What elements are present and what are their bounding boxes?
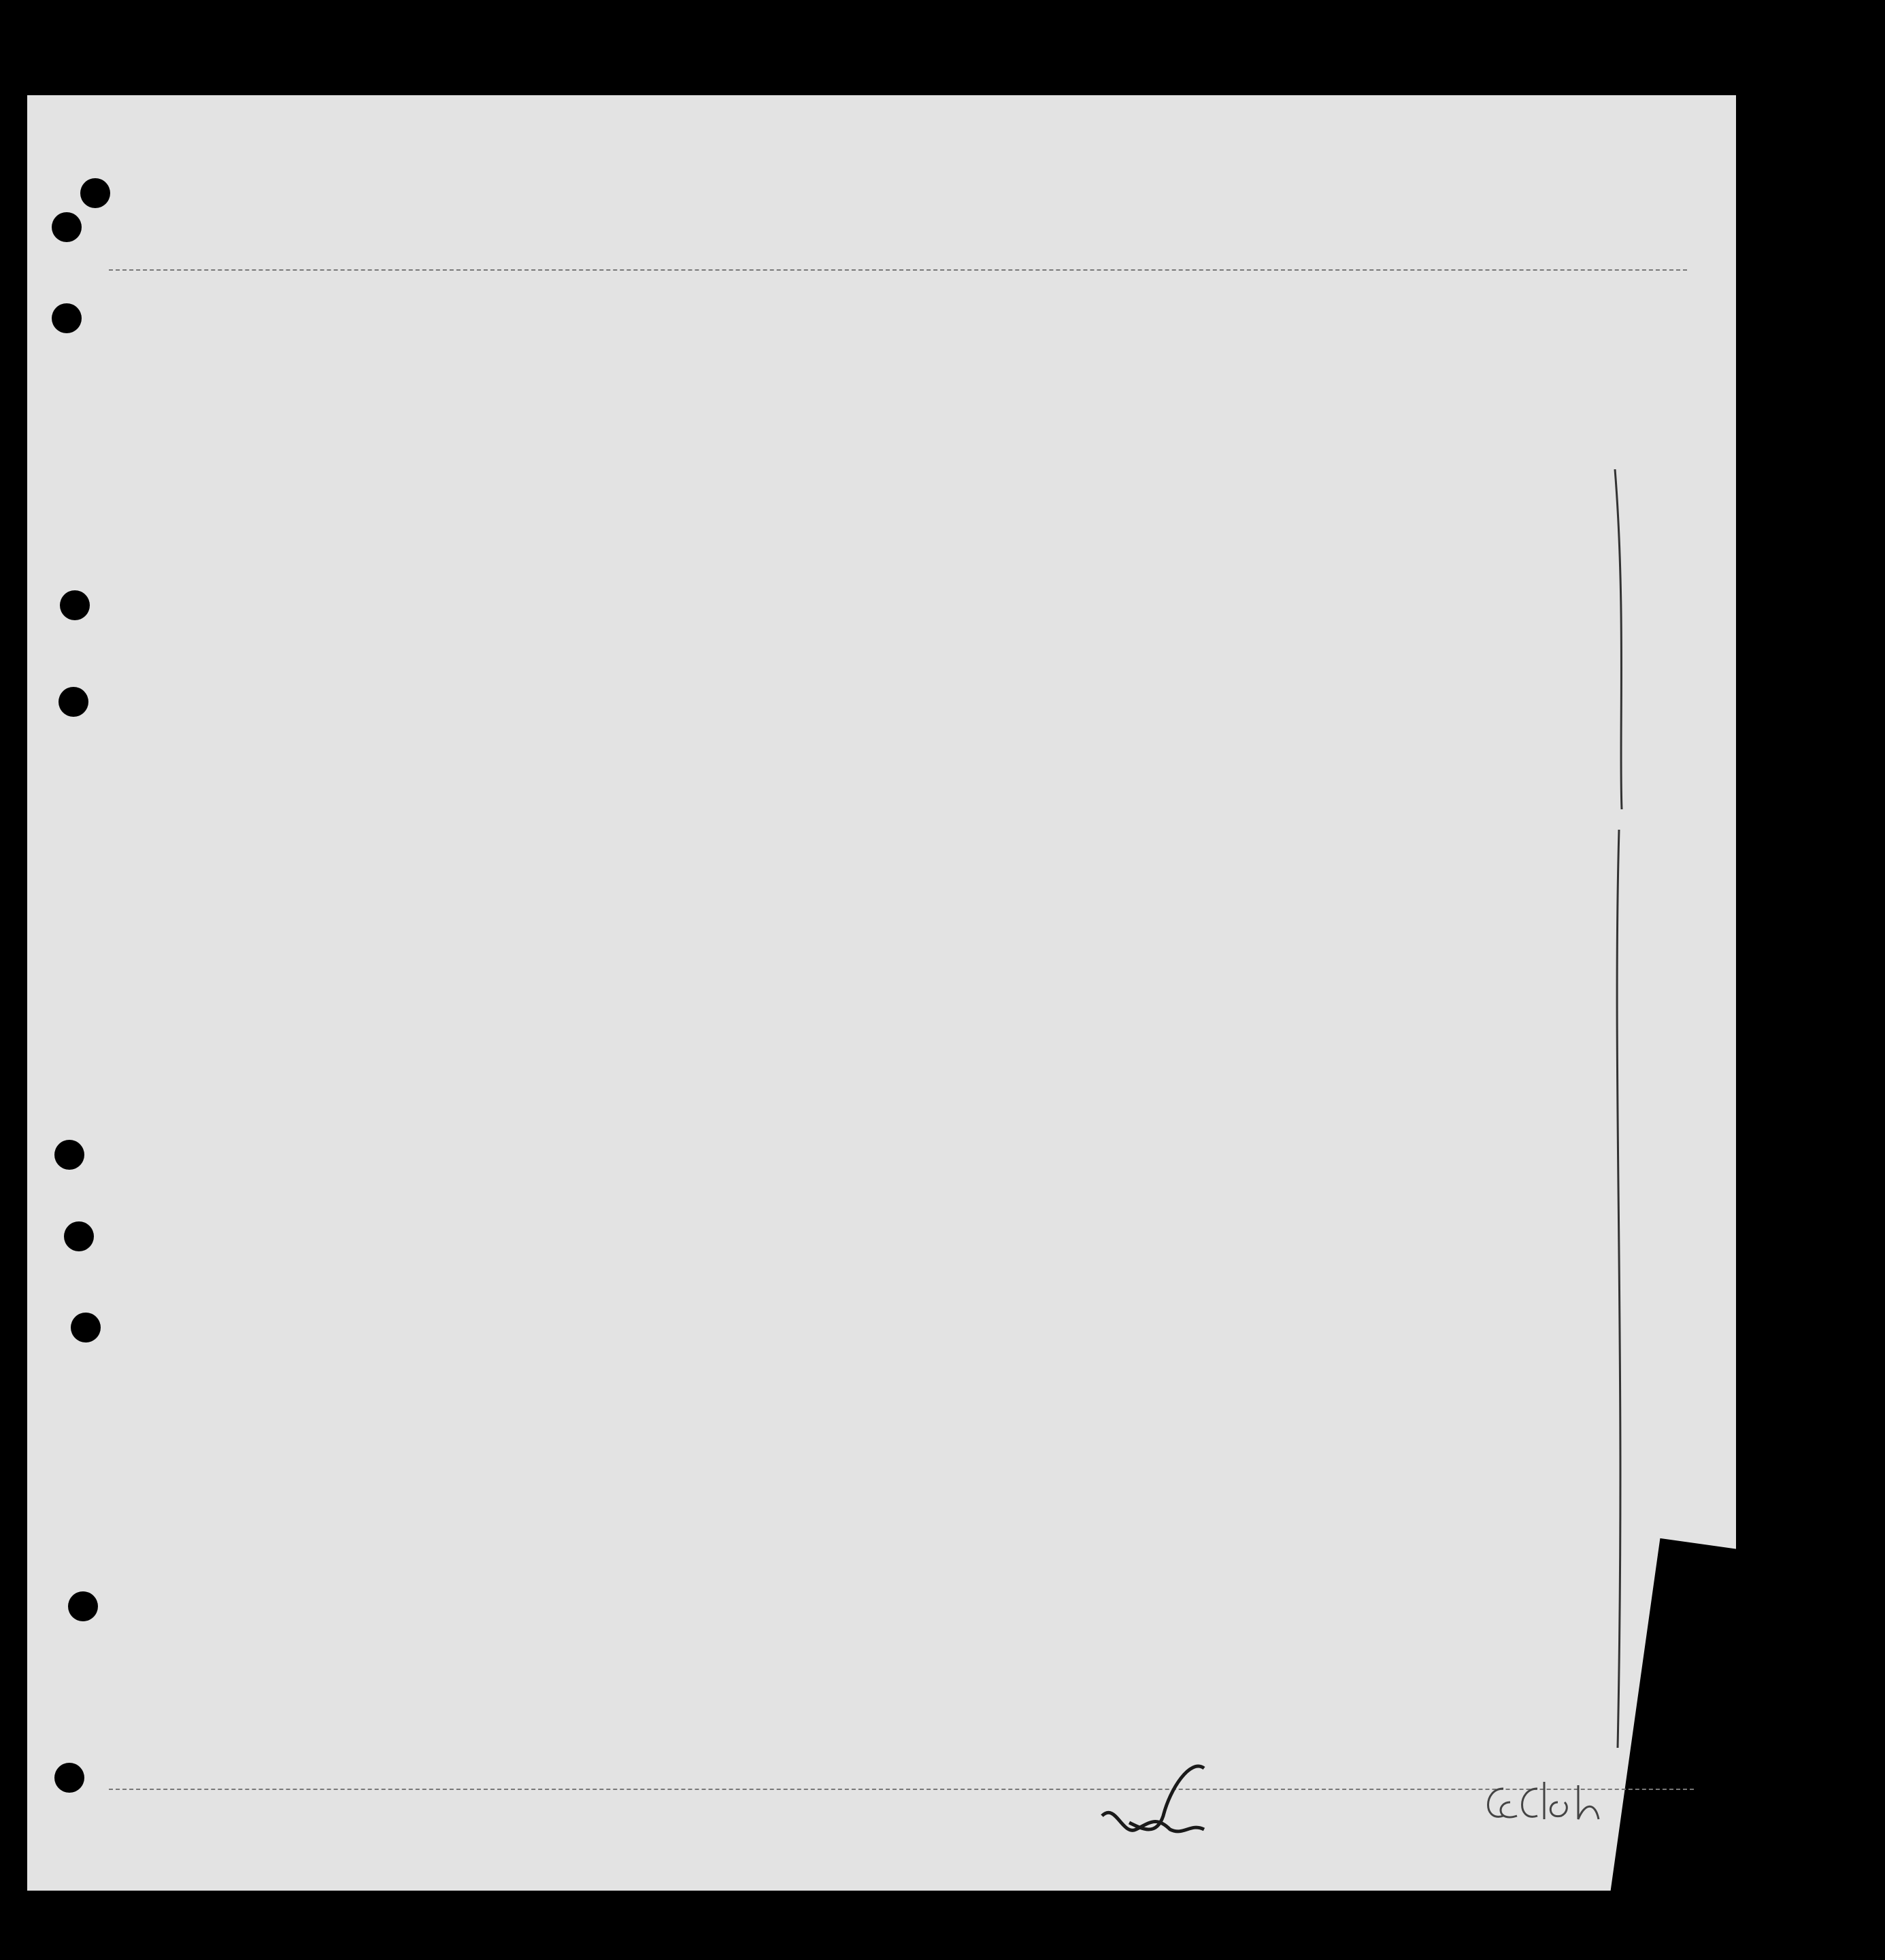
punch-hole <box>80 178 110 208</box>
manifest-sheet <box>27 95 1736 1891</box>
purser-signature <box>1088 1761 1224 1863</box>
punch-hole <box>59 687 88 717</box>
punch-hole <box>64 1221 94 1251</box>
punch-hole <box>52 212 82 242</box>
immigration-officer-signature <box>1476 1775 1680 1829</box>
punch-hole <box>68 1591 98 1621</box>
vessel-underline <box>109 269 1687 271</box>
punch-hole <box>60 590 90 620</box>
handwritten-bracket <box>1605 469 1633 1761</box>
punch-hole <box>54 1763 84 1793</box>
punch-hole <box>52 303 82 333</box>
punch-hole <box>71 1313 101 1342</box>
footer-line <box>109 1789 1694 1790</box>
punch-hole <box>54 1140 84 1170</box>
